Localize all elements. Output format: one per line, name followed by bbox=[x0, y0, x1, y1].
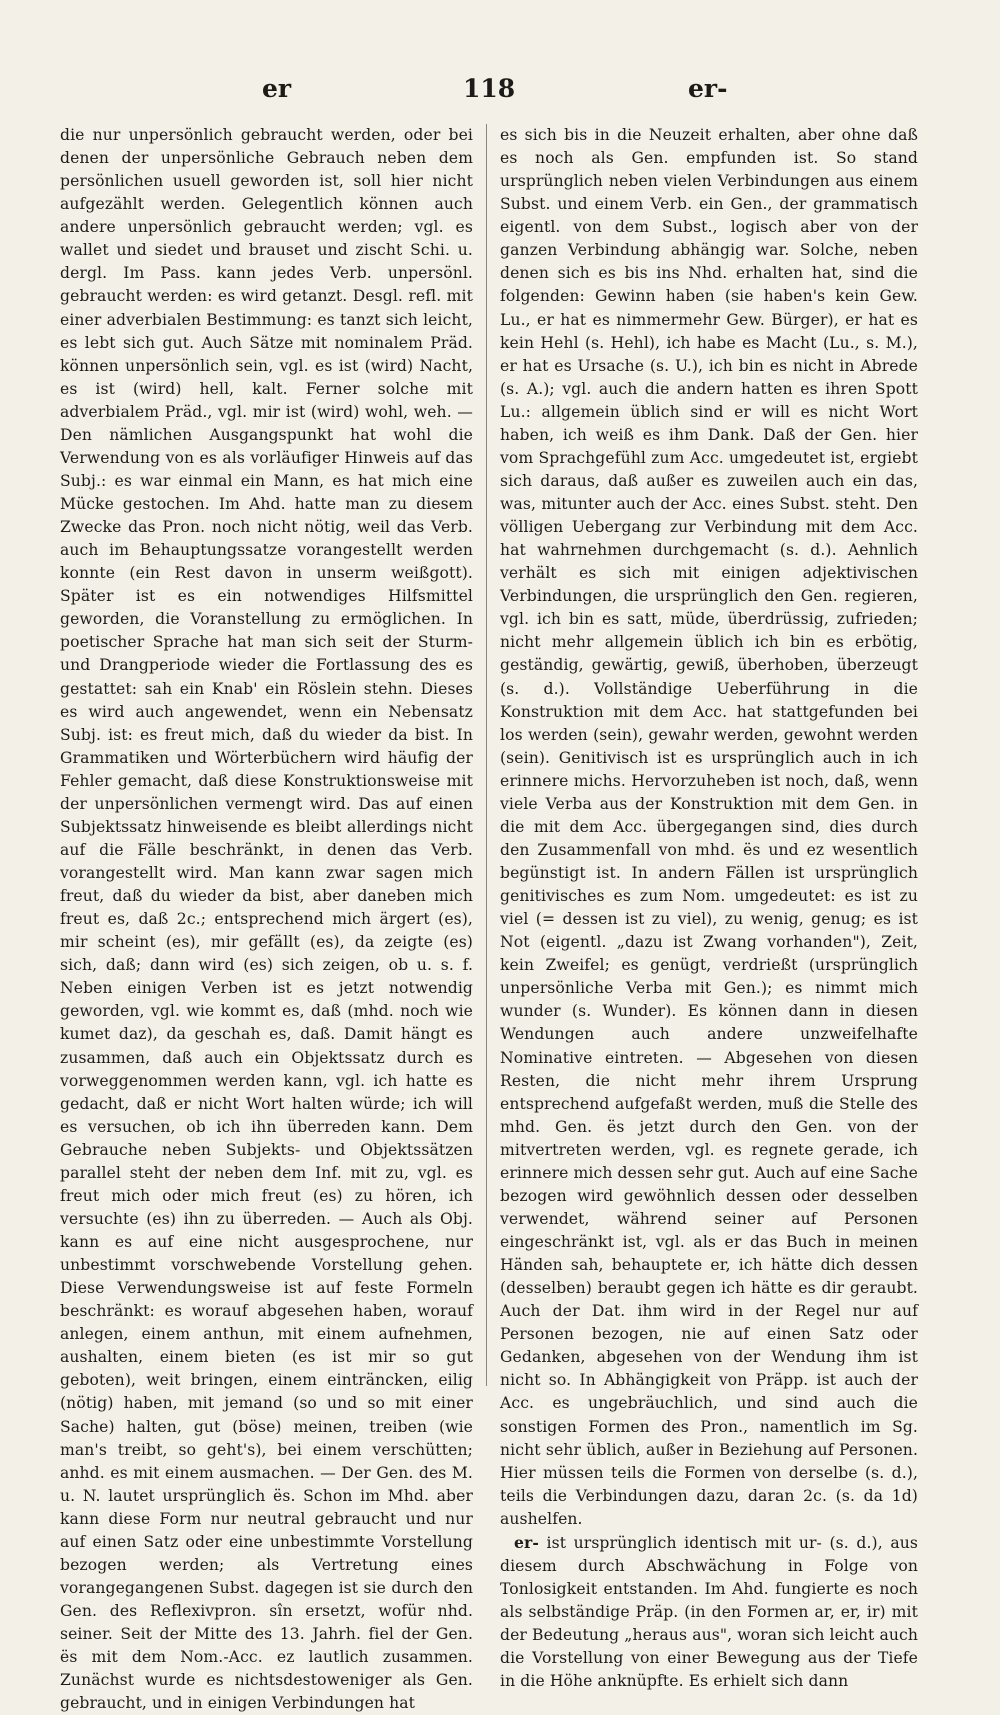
header-right-keyword: er- bbox=[688, 74, 728, 103]
right-column-text: es sich bis in die Neuzeit erhalten, aber ohne daß es noch als Gen. empfunden ist. So stand ursprünglich neben vielen Verbindungen aus einem Subst. und einem Verb. ein Gen., der grammatisch eigentl. von dem Subst., logisch aber von der ganzen Verbindung abhängig war. Solche, neben denen sich es bis ins Nhd. erhalten hat, sind die folgenden: Gewinn haben (sie haben's kein Gew. Lu., er hat es nimmermehr Gew. Bürger), er hat es kein Hehl (s. Hehl), ich habe es Macht (Lu., s. M.), er hat es Ursache (s. U.), ich bin es nicht in Abrede (s. A.); vgl. auch die andern hatten es ihren Spott Lu.: allgemein üblich sind er will es nicht Wort haben, ich weiß es ihm Dank. Daß der Gen. hier vom Sprachgefühl zum Acc. umgedeutet ist, ergiebt sich daraus, daß außer es zuweilen auch ein das, was, mitunter auch der Acc. eines Subst. steht. Den völligen Uebergang zur Verbindung mit dem Acc. hat wahrnehmen durchgemacht (s. d.). Aehnlich verhält es sich mit einigen adjektivischen Verbindungen, die ursprünglich den Gen. regieren, vgl. ich bin es satt, müde, überdrüssig, zufrieden; nicht mehr allgemein üblich ich bin es erbötig, geständig, gewärtig, gewiß, überhoben, überzeugt (s. d.). Vollständige Ueberführung in die Konstruktion mit dem Acc. hat stattgefunden bei los werden (sein), gewahr werden, gewohnt werden (sein). Genitivisch ist es ursprünglich auch in ich erinnere michs. Hervorzuheben ist noch, daß, wenn viele Verba aus der Konstruktion mit dem Gen. in die mit dem Acc. übergegangen sind, dies durch den Zusammenfall von mhd. ës und ez wesentlich begünstigt ist. In andern Fällen ist ursprünglich genitivisches es zum Nom. umgedeutet: es ist zu viel (= dessen ist zu viel), zu wenig, genug; es ist Not (eigentl. „dazu ist Zwang vorhanden"), Zeit, kein Zweifel; es genügt, verdrießt (ursprünglich unpersönliche Verba mit Gen.); es nimmt mich wunder (s. Wunder). Es können dann in diesen Wendungen auch andere unzweifelhafte Nominative eintreten. — Abgesehen von diesen Resten, die nicht mehr ihrem Ursprung entsprechend aufgefaßt werden, muß die Stelle des mhd. Gen. ës jetzt durch den Gen. von der mitvertreten werden, vgl. es regnete gerade, ich erinnere mich dessen sehr gut. Auch auf eine Sache bezogen wird gewöhnlich dessen oder desselben verwendet, während seiner auf Personen eingeschränkt ist, vgl. als er das Buch in meinen Händen sah, behauptete er, ich hätte dich dessen (desselben) beraubt gegen ich hätte es dir geraubt. Auch der Dat. ihm wird in der Regel nur auf Personen bezogen, nie auf einen Satz oder Gedanken, abgesehen von der Wendung ihm ist nicht so. In Abhängigkeit von Präpp. ist auch der Acc. es ungebräuchlich, und sind auch die sonstigen Formen des Pron., namentlich im Sg. nicht sehr üblich, außer in Beziehung auf Personen. Hier müssen teils die Formen von derselbe (s. d.), teils die Verbindungen dazu, daran 2c. (s. da 1d) aushelfen. bbox=[500, 126, 918, 1528]
header-left-keyword: er bbox=[262, 74, 292, 103]
right-column bbox=[500, 124, 918, 1693]
running-header bbox=[0, 74, 1000, 114]
page-number: 118 bbox=[463, 74, 516, 103]
column-divider bbox=[486, 124, 487, 1386]
entry-body: ist ursprünglich identisch mit ur- (s. d.), aus diesem durch Abschwächung in Folge von Tonlosigkeit entstanden. Im Ahd. fungierte es noch als selbständige Präp. (in den Formen ar, er, ir) mit der Bedeutung „heraus aus", woran sich leicht auch die Vorstellung von einer Bewegung aus der Tiefe in die Höhe anknüpfte. Es erhielt sich dann bbox=[500, 1533, 918, 1691]
entry-er-prefix bbox=[500, 1531, 918, 1693]
entry-headword: er- bbox=[514, 1532, 539, 1552]
left-column-text: die nur unpersönlich gebraucht werden, oder bei denen der unpersönliche Gebrauch neben dem persönlichen usuell geworden ist, soll hier nicht aufgezählt werden. Gelegentlich können auch andere unpersönlich gebraucht werden; vgl. es wallet und siedet und brauset und zischt Schi. u. dergl. Im Pass. kann jedes Verb. unpersönl. gebraucht werden: es wird getanzt. Desgl. refl. mit einer adverbialen Bestimmung: es tanzt sich leicht, es lebt sich gut. Auch Sätze mit nominalem Präd. können unpersönlich sein, vgl. es ist (wird) Nacht, es ist (wird) hell, kalt. Ferner solche mit adverbialem Präd., vgl. mir ist (wird) wohl, weh. — Den nämlichen Ausgangspunkt hat wohl die Verwendung von es als vorläufiger Hinweis auf das Subj.: es war einmal ein Mann, es hat mich eine Mücke gestochen. Im Ahd. hatte man zu diesem Zwecke das Pron. noch nicht nötig, weil das Verb. auch im Behauptungssatze vorangestellt werden konnte (ein Rest davon in unserm weißgott). Später ist es ein notwendiges Hilfsmittel geworden, die Voranstellung zu ermöglichen. In poetischer Sprache hat man sich seit der Sturm- und Drangperiode wieder die Fortlassung des es gestattet: sah ein Knab' ein Röslein stehn. Dieses es wird auch angewendet, wenn ein Nebensatz Subj. ist: es freut mich, daß du wieder da bist. In Grammatiken und Wörterbüchern wird häufig der Fehler gemacht, daß diese Konstruktionsweise mit der unpersönlichen vermengt wird. Das auf einen Subjektssatz hinweisende es bleibt allerdings nicht auf die Fälle beschränkt, in denen das Verb. vorangestellt wird. Man kann zwar sagen mich freut, daß du wieder da bist, aber daneben mich freut es, daß 2c.; entsprechend mich ärgert (es), mir scheint (es), mir gefällt (es), da zeigte (es) sich, daß; dann wird (es) sich zeigen, ob u. s. f. Neben einigen Verben ist es jetzt notwendig geworden, vgl. wie kommt es, daß (mhd. noch wie kumet daz), da geschah es, daß. Damit hängt es zusammen, daß auch ein Objektssatz durch es vorweggenommen werden kann, vgl. ich hatte es gedacht, daß er nicht Wort halten würde; ich will es versuchen, ob ich ihn überreden kann. Dem Gebrauche neben Subjekts- und Objektssätzen parallel steht der neben dem Inf. mit zu, vgl. es freut mich oder mich freut (es) zu hören, ich versuchte (es) ihn zu überreden. — Auch als Obj. kann es auf eine nicht ausgesprochene, nur unbestimmt vorschwebende Vorstellung gehen. Diese Verwendungsweise ist auf feste Formeln beschränkt: es worauf abgesehen haben, worauf anlegen, einem anthun, mit einem aufnehmen, aushalten, einem bieten (es ist mir so gut geboten), weit bringen, einem einträncken, eilig (nötig) haben, mit jemand (so und so mit einer Sache) halten, gut (böse) meinen, treiben (wie man's treibt, so geht's), bei einem verschütten; anhd. es mit einem ausmachen. — Der Gen. des M. u. N. lautet ursprünglich ës. Schon im Mhd. aber kann diese Form nur neutral gebraucht und nur auf einen Satz oder eine unbestimmte Vorstellung bezogen werden; als Vertretung eines vorangegangenen Subst. dagegen ist sie durch den Gen. des Reflexivpron. sîn ersetzt, wofür nhd. seiner. Seit der Mitte des 13. Jahrh. fiel der Gen. ës mit dem Nom.-Acc. ez lautlich zusammen. Zunächst wurde es nichtsdestoweniger als Gen. gebraucht, und in einigen Verbindungen hat bbox=[60, 126, 473, 1713]
left-column bbox=[60, 124, 473, 1715]
